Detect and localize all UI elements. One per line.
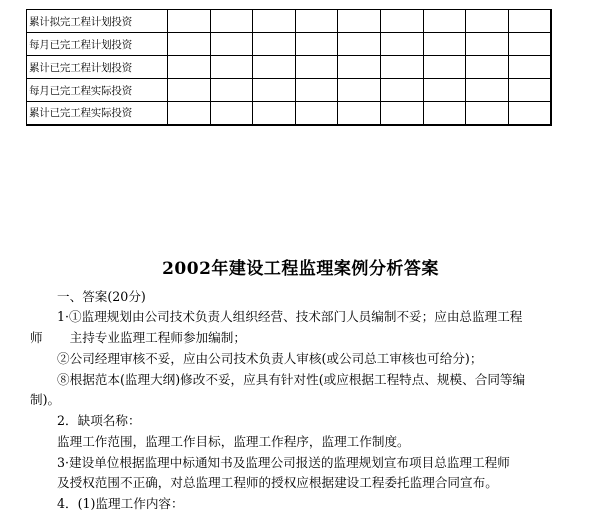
row-label: 累计已完工程实际投资 — [27, 102, 168, 125]
table-cell — [295, 56, 338, 79]
table-cell — [508, 79, 551, 102]
table-cell — [295, 102, 338, 125]
table-cell — [253, 102, 296, 125]
answer-4-line-1: 4．(1)监理工作内容： — [57, 496, 184, 511]
answer-1-line-2-start: 师 — [30, 330, 43, 345]
table-cell — [168, 56, 211, 79]
table-cell — [168, 102, 211, 125]
table-cell — [338, 10, 381, 33]
row-label: 累计已完工程计划投资 — [27, 56, 168, 79]
table-row — [27, 33, 551, 56]
table-cell — [338, 56, 381, 79]
answer-2-text: 监理工作范围，监理工作目标，监理工作程序，监理工作制度。 — [57, 434, 410, 449]
table-body — [27, 10, 551, 125]
table-cell — [338, 79, 381, 102]
table-cell — [210, 33, 253, 56]
table-cell — [253, 79, 296, 102]
table-cell — [295, 10, 338, 33]
table-cell — [508, 102, 551, 125]
table-cell — [508, 33, 551, 56]
table-cell — [466, 79, 509, 102]
table-cell — [466, 33, 509, 56]
document-title: 2002年建设工程监理案例分析答案 — [162, 259, 439, 279]
answer-1-line-5: 制)。 — [30, 392, 61, 407]
table-cell — [423, 102, 466, 125]
section-heading: 一、答案(20分) — [57, 289, 146, 304]
table-cell — [253, 10, 296, 33]
table-cell — [466, 10, 509, 33]
table-cell — [253, 56, 296, 79]
table-cell — [380, 33, 423, 56]
table-cell — [380, 10, 423, 33]
answer-1-line-2-rest: 主持专业监理工程师参加编制； — [69, 330, 246, 345]
table-cell — [210, 10, 253, 33]
row-label: 每月已完工程实际投资 — [27, 79, 168, 102]
table-cell — [210, 102, 253, 125]
table-cell — [168, 10, 211, 33]
table-row — [27, 56, 551, 79]
answer-1-line-4: ⑧根据范本(监理大纲)修改不妥，应具有针对性(或应根据工程特点、规模、合同等编 — [57, 372, 526, 387]
table-cell — [338, 102, 381, 125]
answer-1-line-2 — [30, 332, 246, 345]
row-label: 累计拟完工程计划投资 — [27, 10, 168, 33]
table-row — [27, 10, 551, 33]
table-cell — [466, 102, 509, 125]
table-cell — [210, 79, 253, 102]
table-cell — [210, 56, 253, 79]
table-cell — [466, 56, 509, 79]
answer-3-line-2: 及授权范围不正确，对总监理工程师的授权应根据建设工程委托监理合同宣布。 — [57, 475, 498, 490]
table-cell — [423, 79, 466, 102]
table-cell — [253, 33, 296, 56]
table-cell — [380, 79, 423, 102]
table-cell — [380, 102, 423, 125]
answer-2-heading: 2．缺项名称： — [57, 413, 141, 428]
table-cell — [168, 33, 211, 56]
table-cell — [380, 56, 423, 79]
table-cell — [338, 33, 381, 56]
answer-1-line-3: ②公司经理审核不妥，应由公司技术负责人审核(或公司总工审核也可给分)； — [57, 351, 483, 366]
table-cell — [295, 79, 338, 102]
table-cell — [423, 10, 466, 33]
table-cell — [508, 10, 551, 33]
investment-plan-table — [26, 9, 552, 126]
table-row — [27, 79, 551, 102]
table-row — [27, 102, 551, 125]
table-cell — [168, 79, 211, 102]
table-cell — [295, 33, 338, 56]
table-cell — [423, 56, 466, 79]
answer-1-line-1: 1·①监理规划由公司技术负责人组织经营、技术部门人员编制不妥；应由总监理工程 — [57, 309, 523, 324]
table-cell — [508, 56, 551, 79]
row-label: 每月已完工程计划投资 — [27, 33, 168, 56]
answer-3-line-1: 3·建设单位根据监理中标通知书及监理公司报送的监理规划宣布项目总监理工程师 — [57, 455, 510, 470]
table-cell — [423, 33, 466, 56]
